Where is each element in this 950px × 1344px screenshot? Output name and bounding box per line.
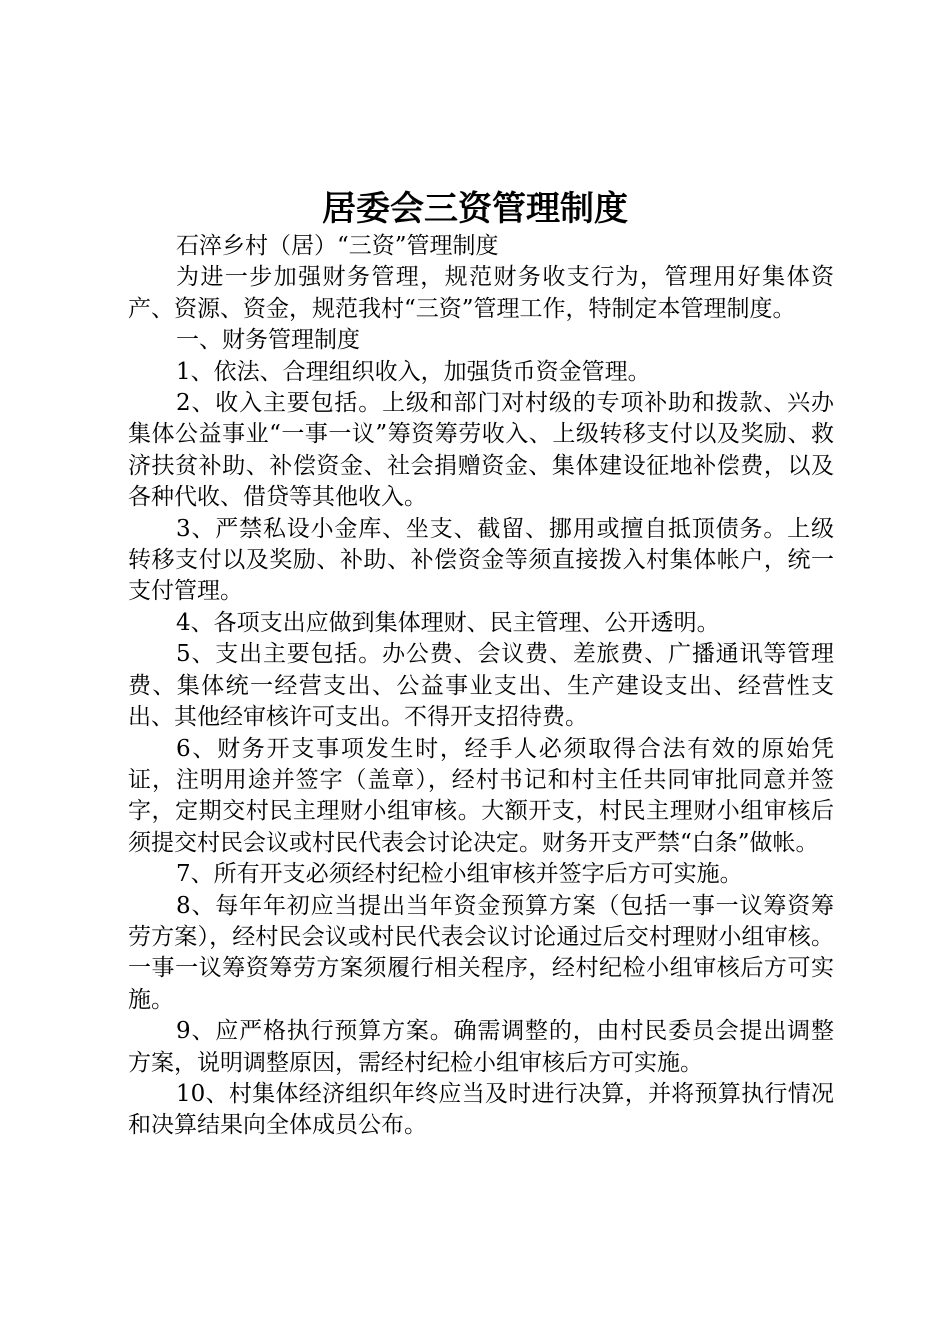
paragraph-item-2: 2、收入主要包括。上级和部门对村级的专项补助和拨款、兴办集体公益事业“一事一议”筹资筹劳收入、上级转移支付以及奖励、救济扶贫补助、补偿资金、社会捐赠资金、集体建设征地补偿费，以及各种代收、借贷等其他收入。 [128,390,834,511]
document-title: 居委会三资管理制度 [322,189,628,229]
paragraph-item-3: 3、严禁私设小金库、坐支、截留、挪用或擅自抵顶债务。上级转移支付以及奖励、补助、补偿资金等须直接拨入村集体帐户，统一支付管理。 [128,515,834,605]
paragraph-item-4: 4、各项支出应做到集体理财、民主管理、公开透明。 [176,609,720,636]
paragraph-item-6: 6、财务开支事项发生时，经手人必须取得合法有效的原始凭证，注明用途并签字（盖章），经村书记和村主任共同审批同意并签字，定期交村民主理财小组审核。大额开支，村民主理财小组审核后须提交村民会议或村民代表会讨论决定。财务开支严禁“白条”做帐。 [128,735,834,856]
document-body [128,231,834,1142]
section-heading-financial: 一、财务管理制度 [176,327,360,354]
paragraph-item-5: 5、支出主要包括。办公费、会议费、差旅费、广播通讯等管理费、集体统一经营支出、公益事业支出、生产建设支出、经营性支出、其他经审核许可支出。不得开支招待费。 [128,641,834,731]
paragraph-item-10: 10、村集体经济组织年终应当及时进行决算，并将预算执行情况和决算结果向全体成员公布。 [128,1080,834,1139]
paragraph-item-7: 7、所有开支必须经村纪检小组审核并签字后方可实施。 [176,861,743,888]
paragraph-subtitle: 石淬乡村（居）“三资”管理制度 [176,233,499,259]
paragraph-item-9: 9、应严格执行预算方案。确需调整的，由村民委员会提出调整方案，说明调整原因，需经村纪检小组审核后方可实施。 [128,1018,834,1076]
paragraph-item-8: 8、每年年初应当提出当年资金预算方案（包括一事一议筹资筹劳方案），经村民会议或村民代表会议讨论通过后交村理财小组审核。一事一议筹资筹劳方案须履行相关程序，经村纪检小组审核后方可实施。 [128,892,834,1013]
paragraph-item-1: 1、依法、合理组织收入，加强货币资金管理。 [176,358,651,385]
paragraph-intro: 为进一步加强财务管理，规范财务收支行为，管理用好集体资产、资源、资金，规范我村“三资”管理工作，特制定本管理制度。 [128,264,834,322]
